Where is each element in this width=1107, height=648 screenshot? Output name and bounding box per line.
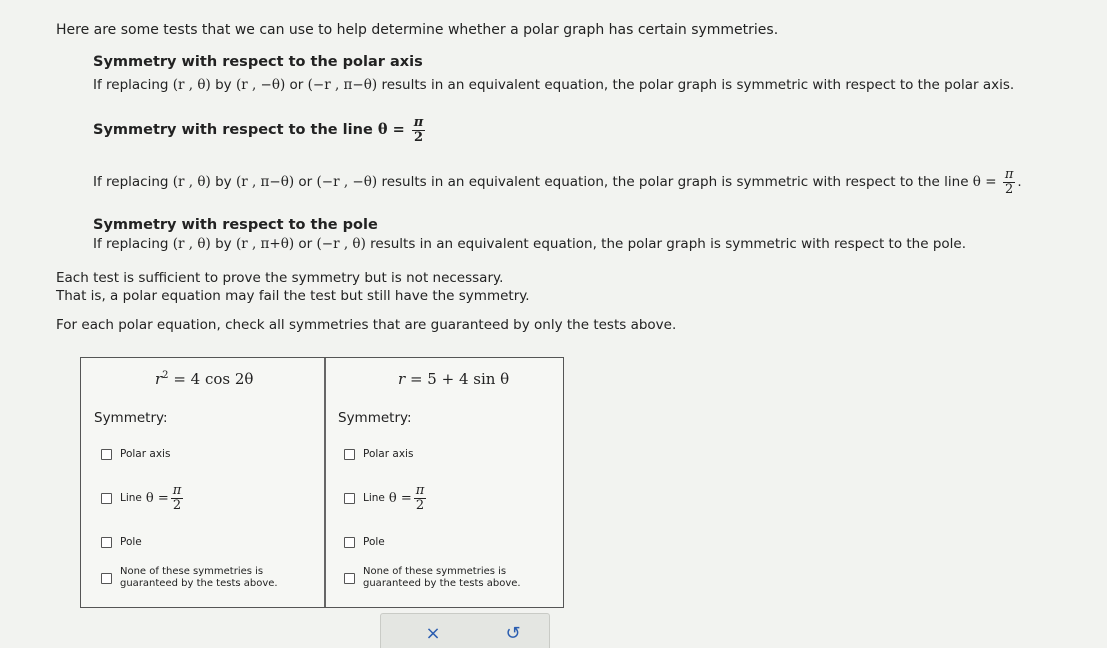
right-option-polar-axis[interactable]: Polar axis [344, 448, 413, 460]
polar-axis-heading: Symmetry with respect to the polar axis [93, 54, 423, 70]
pi-over-2-fraction: $\frac{\pi}{2}$ [413, 115, 424, 145]
left-line-checkbox[interactable] [101, 493, 112, 504]
left-pole-checkbox[interactable] [101, 537, 112, 548]
left-polar-axis-checkbox[interactable] [101, 449, 112, 460]
right-option-pole[interactable]: Pole [344, 536, 385, 548]
left-option-none[interactable]: None of these symmetries is guaranteed by the tests above. [101, 566, 278, 590]
clear-button[interactable] [413, 622, 453, 646]
intro-text: Here are some tests that we can use to help determine whether a polar graph has certain symmetries. [56, 22, 779, 38]
pi-over-2-fraction: $\frac{\pi}{2}$ [1004, 167, 1014, 197]
line-heading: Symmetry with respect to the line θ = $\frac{\pi}{2}$ [93, 115, 424, 145]
pi-over-2-fraction: $\frac{\pi}{2}$ [172, 483, 182, 513]
undo-button[interactable] [493, 622, 533, 646]
close-icon: × [425, 623, 441, 644]
pole-test: If replacing (r , θ) by (r , π+θ) or (−r , θ) results in an equivalent equation, the polar graph is symmetric with respect to the pole. [93, 236, 966, 252]
right-option-line[interactable]: Line θ = $\frac{\pi}{2}$ [344, 484, 428, 512]
right-equation-column [326, 358, 564, 607]
left-option-pole[interactable]: Pole [101, 536, 142, 548]
line-test: If replacing (r , θ) by (r , π−θ) or (−r , −θ) results in an equivalent equation, the polar graph is symmetric with respect to the line θ = $\frac{\pi}{2}$ . [93, 167, 1022, 197]
left-equation: $r^2 = 4$ cos 2θ [155, 370, 254, 388]
left-option-line[interactable]: Line θ = $\frac{\pi}{2}$ [101, 484, 185, 512]
left-option-polar-axis[interactable]: Polar axis [101, 448, 170, 460]
pair-original: (r , θ) [172, 77, 211, 93]
left-symmetry-label: Symmetry: [94, 410, 168, 426]
substitution-2: (−r , π−θ) [307, 77, 378, 93]
note-line-1: Each test is sufficient to prove the symmetry but is not necessary. [56, 270, 504, 286]
note-line-2: That is, a polar equation may fail the test but still have the symmetry. [56, 288, 530, 304]
right-none-checkbox[interactable] [344, 573, 355, 584]
left-equation-column [81, 358, 324, 607]
action-button-bar [380, 613, 550, 648]
pi-over-2-fraction: $\frac{\pi}{2}$ [415, 483, 425, 513]
right-option-none[interactable]: None of these symmetries is guaranteed by the tests above. [344, 566, 521, 590]
instruction: For each polar equation, check all symmetries that are guaranteed by only the tests above. [56, 317, 677, 333]
substitution-1: (r , −θ) [235, 77, 286, 93]
right-polar-axis-checkbox[interactable] [344, 449, 355, 460]
right-equation: r = 5 + 4 sin θ [398, 370, 510, 388]
pole-heading: Symmetry with respect to the pole [93, 217, 378, 233]
right-line-checkbox[interactable] [344, 493, 355, 504]
left-none-checkbox[interactable] [101, 573, 112, 584]
right-symmetry-label: Symmetry: [338, 410, 412, 426]
undo-icon: ↺ [505, 623, 521, 644]
answer-panel [80, 357, 564, 608]
polar-axis-test: If replacing (r , θ) by (r , −θ) or (−r , π−θ) results in an equivalent equation, the polar graph is symmetric with respect to the polar axis. [93, 77, 1015, 93]
right-pole-checkbox[interactable] [344, 537, 355, 548]
